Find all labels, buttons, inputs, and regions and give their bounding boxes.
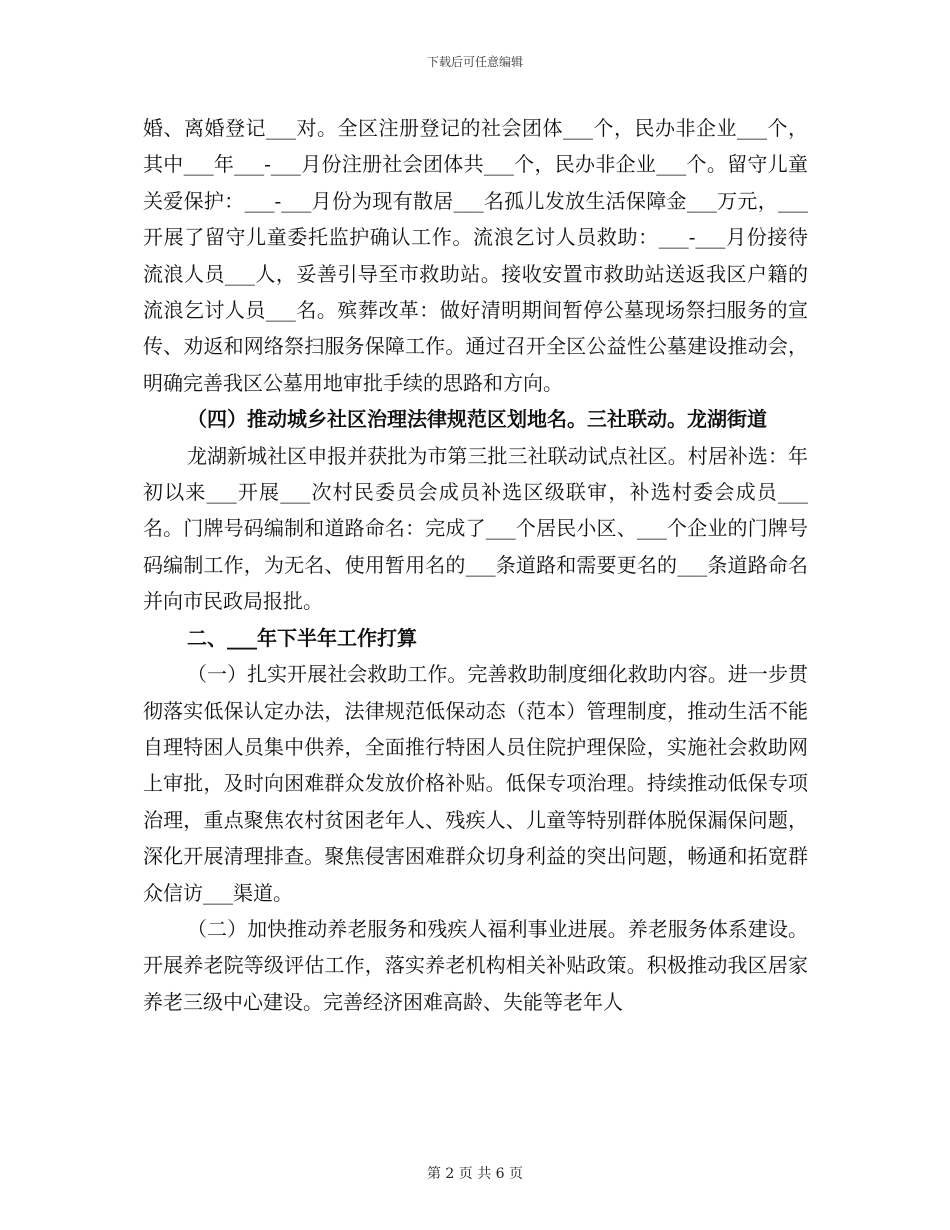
- paragraph-social-assistance: （一）扎实开展社会救助工作。完善救助制度细化救助内容。进一步贯彻落实低保认定办法，法律规范低保动态（范本）管理制度，推动生活不能自理特困人员集中供养，全面推行特困人员住院护理保险，实施社会救助网上审批，及时向困难群众发放价格补贴。低保专项治理。持续推动低保专项治理，重点聚焦农村贫困老年人、残疾人、儿童等特别群体脱保漏保问题，深化开展清理排查。聚焦侵害困难群众切身利益的突出问题，畅通和拓宽群众信访___渠道。: [143, 662, 808, 905]
- page-header: 下载后可任意编辑: [426, 55, 523, 69]
- paragraph-community-governance: 龙湖新城社区申报并获批为市第三批三社联动试点社区。村居补选：年初以来___开展___次村民委员会成员补选区级联审，补选村委会成员___名。门牌号码编制和道路命名：完成了___个居民小区、___个企业的门牌号码编制工作，为无名、使用暂用名的___条道路和需要更名的___条道路命名并向市民政局报批。: [143, 443, 808, 614]
- section-heading-second-half-plan: 二、___年下半年工作打算: [187, 625, 417, 650]
- document-body: [143, 110, 808, 1020]
- paragraph-elderly-services: （二）加快推动养老服务和残疾人福利事业进展。养老服务体系建设。开展养老院等级评估工作，落实养老机构相关补贴政策。积极推动我区居家养老三级中心建设。完善经济困难高龄、失能等老年人: [143, 916, 808, 1014]
- section-heading-community-governance: （四）推动城乡社区治理法律规范区划地名。三社联动。龙湖街道: [187, 407, 767, 432]
- paragraph-civil-affairs-stats: 婚、离婚登记___对。全区注册登记的社会团体___个，民办非企业___个，其中___年___-___月份注册社会团体共___个，民办非企业___个。留守儿童关爱保护：___-___月份为现有散居___名孤儿发放生活保障金___万元，___开展了留守儿童委托监护确认工作。流浪乞讨人员救助：___-___月份接待流浪人员___人，妥善引导至市救助站。接收安置市救助站送返我区户籍的流浪乞讨人员___名。殡葬改革：做好清明期间暂停公墓现场祭扫服务的宣传、劝返和网络祭扫服务保障工作。通过召开全区公益性公墓建设推动会，明确完善我区公墓用地审批手续的思路和方向。: [143, 116, 808, 395]
- page-footer: 第 2 页 共 6 页: [426, 1166, 524, 1182]
